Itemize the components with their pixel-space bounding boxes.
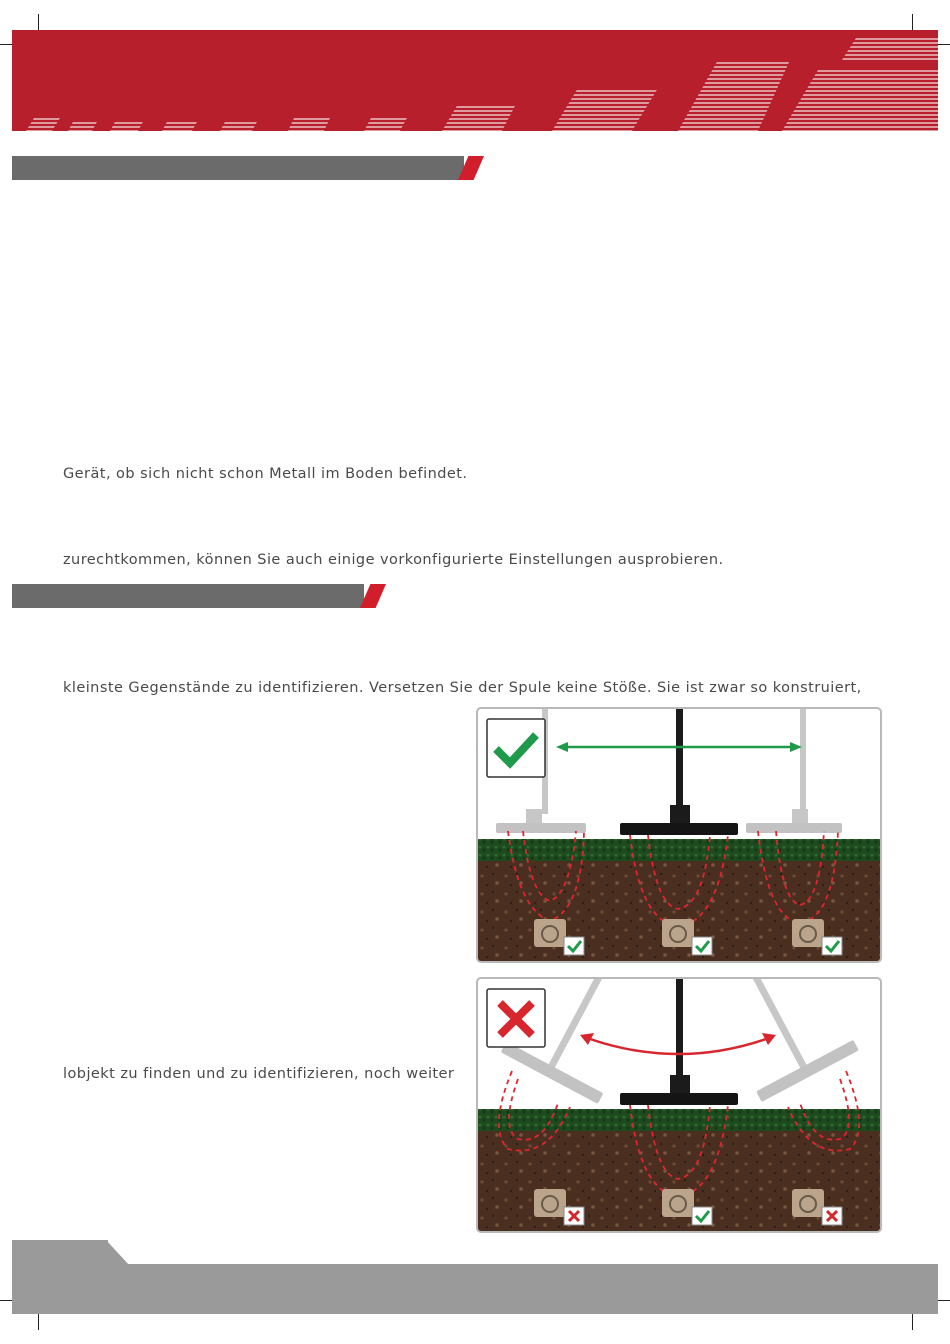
buried-target <box>662 919 694 947</box>
paragraph-line: zurechtkommen, können Sie auch einige vorkonfigurierte Einstellungen ausprobieren. <box>63 552 724 568</box>
paragraph-line: Gerät, ob sich nicht schon Metall im Boden befindet. <box>63 466 468 482</box>
small-checkmark-icon <box>692 1207 712 1225</box>
header-stripe-pattern <box>12 30 938 131</box>
header-banner <box>12 30 938 131</box>
buried-target <box>534 1189 566 1217</box>
small-cross-icon <box>822 1207 842 1225</box>
footer-tab-slant <box>106 1240 130 1266</box>
small-checkmark-icon <box>564 937 584 955</box>
correct-sweep-illustration <box>476 707 882 963</box>
ghost-search-coil <box>496 823 586 833</box>
small-cross-icon <box>564 1207 584 1225</box>
buried-target <box>792 1189 824 1217</box>
footer-tab <box>12 1240 108 1266</box>
paragraph-line: lobjekt zu finden und zu identifizieren, noch weiter <box>63 1066 455 1082</box>
small-checkmark-icon <box>692 937 712 955</box>
search-coil <box>620 823 738 835</box>
footer-bar <box>12 1264 938 1314</box>
search-coil <box>620 1093 738 1105</box>
small-checkmark-icon <box>822 937 842 955</box>
buried-target <box>662 1189 694 1217</box>
buried-target <box>534 919 566 947</box>
detector-shaft <box>676 979 683 1079</box>
cross-icon <box>487 989 545 1047</box>
ghost-search-coil <box>746 823 842 833</box>
section-header-bar <box>12 584 364 608</box>
grass-layer <box>478 839 880 861</box>
incorrect-sweep-illustration <box>476 977 882 1233</box>
paragraph-line: kleinste Gegenstände zu identifizieren. Versetzen Sie der Spule keine Stöße. Sie ist zwar so konstruiert, <box>63 680 862 696</box>
grass-layer <box>478 1109 880 1131</box>
detector-shaft <box>676 709 683 809</box>
ghost-detector-right <box>697 979 859 1102</box>
ghost-detector-shaft <box>800 709 806 814</box>
checkmark-icon <box>487 719 545 777</box>
section-header-bar <box>12 156 464 180</box>
buried-target <box>792 919 824 947</box>
